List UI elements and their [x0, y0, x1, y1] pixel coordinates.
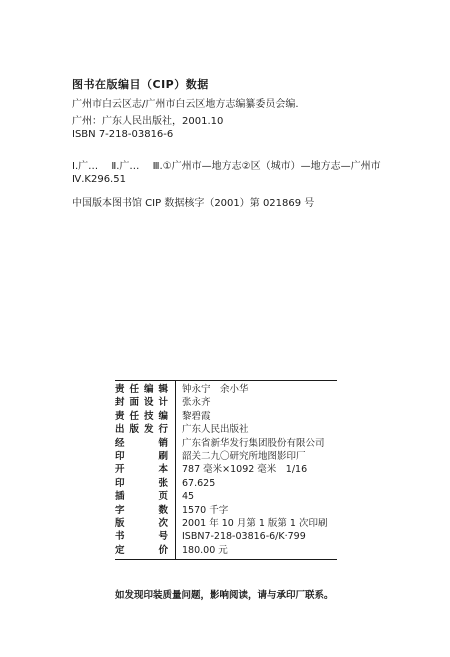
colophon-row: [115, 450, 328, 463]
colophon-row: [115, 423, 328, 436]
classification-item: Ⅱ.广…: [111, 161, 140, 172]
colophon-row: [115, 517, 328, 530]
colophon-row: [115, 396, 328, 409]
colophon-bottom-rule: [115, 559, 337, 560]
cip-author-line: 广州市白云区志/广州市白云区地方志编纂委员会编.: [72, 99, 299, 110]
cip-data-number: 中国版本图书馆 CIP 数据核字（2001）第 021869 号: [72, 198, 315, 209]
colophon-label: 出版发行: [115, 424, 168, 436]
colophon-top-rule: [115, 380, 337, 381]
colophon-value: 广东人民出版社: [182, 424, 249, 436]
colophon-label: 插页: [115, 491, 168, 503]
colophon-table: [115, 383, 328, 557]
cip-title: 图书在版编目（CIP）数据: [72, 78, 209, 91]
cip-publisher-line: 广州：广东人民出版社，2001.10: [72, 116, 224, 127]
print-quality-notice: 如发现印装质量问题，影响阅读，请与承印厂联系。: [115, 590, 334, 601]
colophon-value: 钟永宁 余小华: [182, 384, 249, 395]
colophon-value: 180.00 元: [182, 544, 228, 556]
colophon-label: 经销: [115, 437, 168, 449]
colophon-row: [115, 504, 328, 517]
colophon-label: 印张: [115, 477, 168, 489]
colophon-row: [115, 490, 328, 503]
colophon-label: 定价: [115, 544, 168, 556]
colophon-value: 2001 年 10 月第 1 版第 1 次印刷: [182, 518, 328, 530]
colophon-value: 45: [182, 491, 195, 503]
colophon-value: ISBN7-218-03816-6/K·799: [182, 531, 306, 543]
classification-item: Ⅲ.①广州市—地方志②区（城市）—地方志—广州市: [152, 161, 381, 172]
colophon-value: 67.625: [182, 477, 216, 489]
colophon-label: 书号: [115, 531, 168, 543]
colophon-value: 张永齐: [182, 397, 211, 409]
colophon-label: 字数: [115, 504, 168, 516]
colophon-row: [115, 437, 328, 450]
colophon-label: 责任编辑: [115, 384, 168, 395]
colophon-value: 787 毫米×1092 毫米 1/16: [182, 464, 308, 476]
colophon-value: 广东省新华发行集团股份有限公司: [182, 437, 325, 449]
colophon-row: [115, 383, 328, 396]
colophon-value: 韶关二九〇研究所地图影印厂: [182, 451, 306, 463]
colophon-label: 责任技编: [115, 410, 168, 422]
colophon-label: 开本: [115, 464, 168, 476]
colophon-row: [115, 530, 328, 543]
colophon-row: [115, 410, 328, 423]
classification-item: Ⅰ.广…: [72, 161, 99, 172]
colophon-label: 版次: [115, 518, 168, 530]
colophon-label: 封面设计: [115, 397, 168, 409]
colophon-row: [115, 544, 328, 557]
colophon-label: 印刷: [115, 451, 168, 463]
colophon-value: 1570 千字: [182, 504, 229, 516]
colophon-row: [115, 463, 328, 476]
colophon-row: [115, 477, 328, 490]
cip-k-number: Ⅳ.K296.51: [72, 174, 126, 185]
cip-classification: [72, 157, 381, 172]
cip-isbn-line: ISBN 7-218-03816-6: [72, 129, 174, 140]
colophon-value: 黎碧霞: [182, 410, 211, 422]
